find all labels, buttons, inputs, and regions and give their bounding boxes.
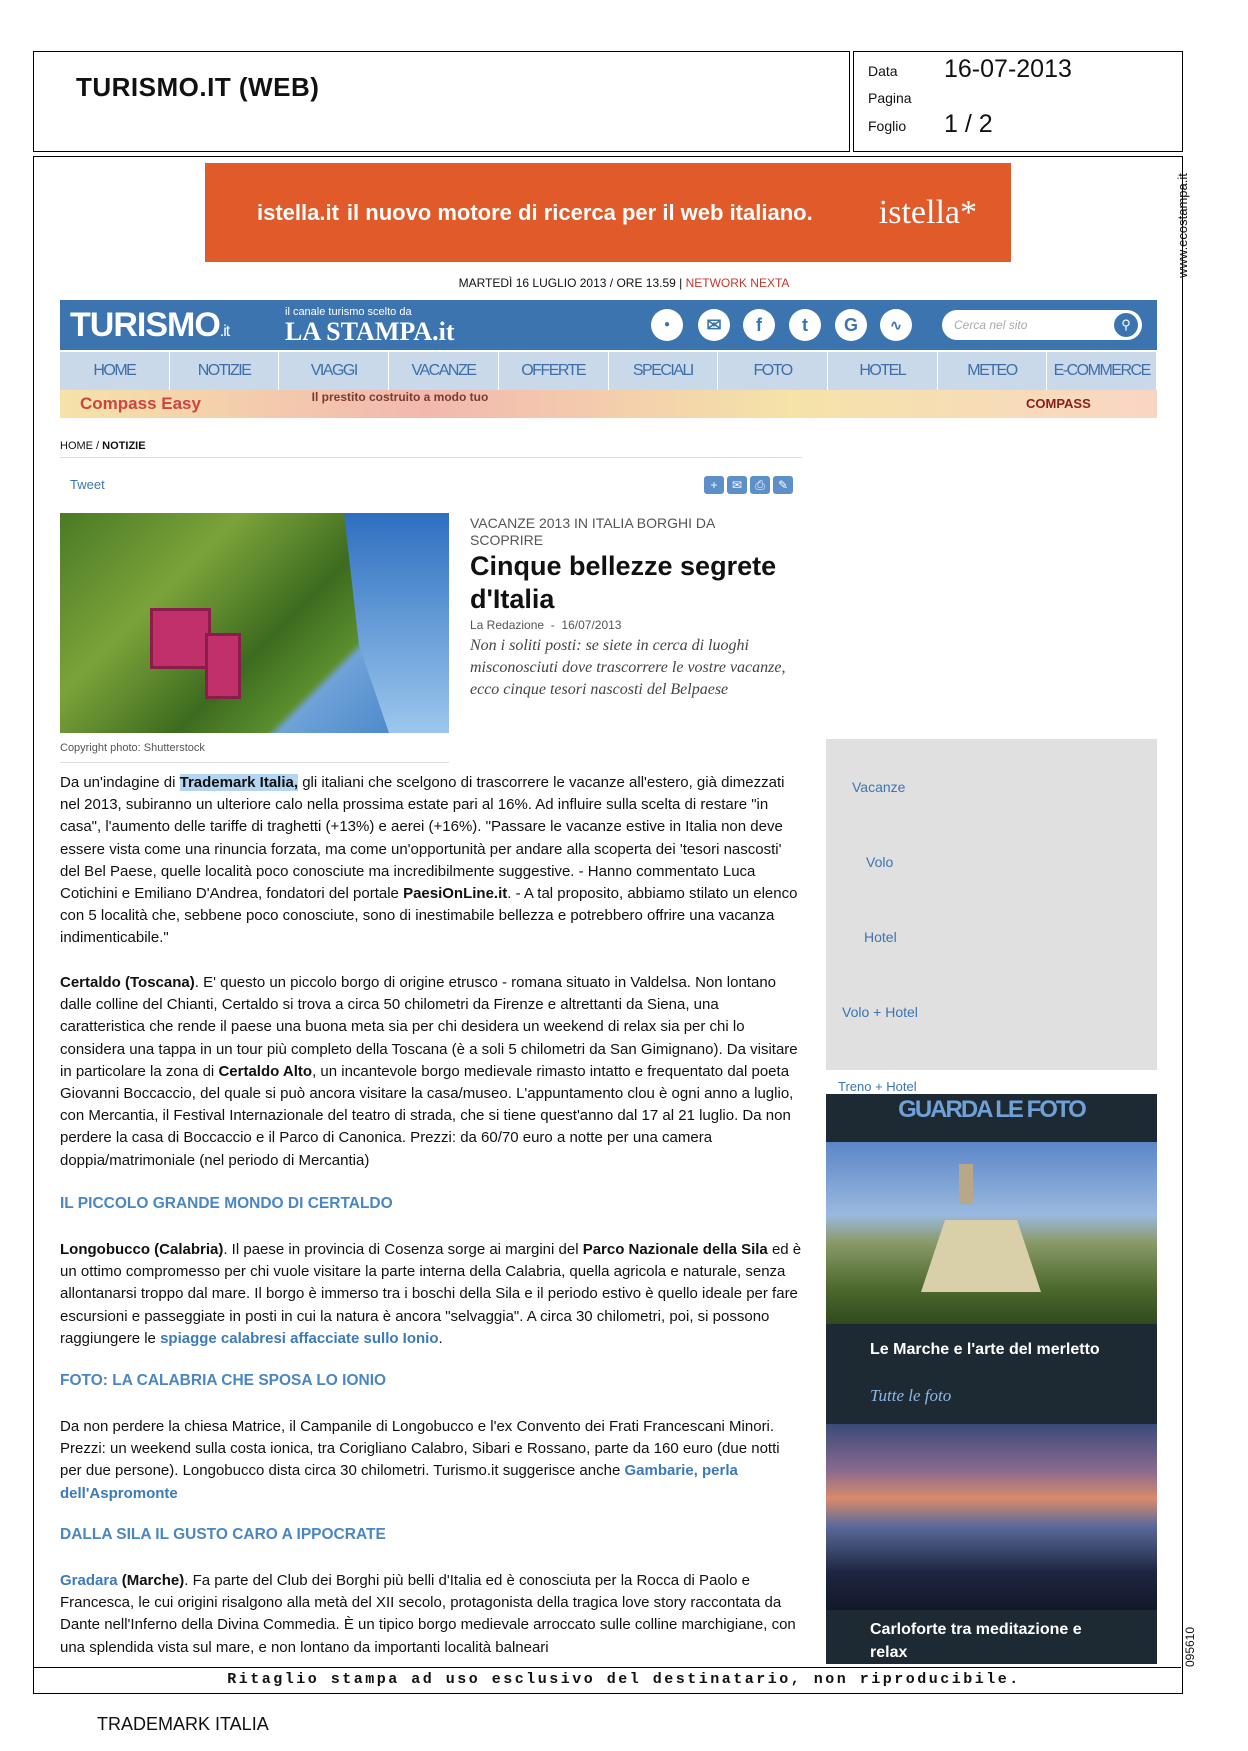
google-icon[interactable]: G: [835, 309, 867, 341]
gallery-caption-carloforte[interactable]: Carloforte tra meditazione e relax: [870, 1621, 1082, 1661]
divider: [60, 457, 802, 458]
facebook-icon[interactable]: f: [743, 309, 775, 341]
twitter-icon[interactable]: t: [789, 309, 821, 341]
paragraph-intro: Da un'indagine di Trademark Italia, gli italiani che scelgono di trascorrere le vacanze all'estero, già dimezzati nel 2013, subiranno un ulteriore calo nella prossima estate pari al 16%. Ad influire sulla scelta di restare "in casa", l'aumento delle tariffe di traghetti (+13%) e aerei (+16%). "Passare le vacanze estive in Italia non deve essere vista come una rinuncia forzata, ma come un'opportunità per andare alla scoperta dei 'tesori nascosti' del Bel Paese, quelle località poco conosciute ma incredibilmente suggestive. - Hanno commentato Luca Cotichini e Emiliano D'Andrea, fondatori del portale PaesiOnLine.it. - A tal proposito, abbiamo stilato un elenco con 5 località che, sebbene poco conosciute, sono di inestimabile bellezza e potrebbero offrire una vacanza indimenticabile.": [60, 774, 798, 947]
compass-promo-banner[interactable]: [60, 390, 1157, 418]
section-link-certaldo[interactable]: IL PICCOLO GRANDE MONDO DI CERTALDO: [60, 1195, 393, 1212]
sidebar-item-volo-hotel[interactable]: Volo + Hotel: [842, 1004, 918, 1020]
pagina-label: Pagina: [868, 90, 912, 106]
sidebar-item-volo[interactable]: Volo: [866, 854, 894, 870]
gallery-photo-carloforte[interactable]: [826, 1424, 1157, 1610]
nav-speciali[interactable]: SPECIALI: [609, 352, 719, 390]
gallery-heading: GUARDA LE FOTO: [898, 1096, 1085, 1123]
search-input[interactable]: Cerca nel sito ⚲: [942, 310, 1142, 340]
dateline: MARTEDÌ 16 LUGLIO 2013 / ORE 13.59 | NETWORK NEXTA: [458, 276, 790, 290]
nav-ecommerce[interactable]: E-COMMERCE: [1047, 352, 1157, 390]
publication-box: [33, 51, 850, 152]
promo-mid: Il prestito costruito a modo tuo: [311, 390, 489, 404]
nav-vacanze[interactable]: VACANZE: [389, 352, 499, 390]
article-lede: Non i soliti posti: se siete in cerca di luoghi misconosciuti dove trascorrere le vostre vacanze, ecco cinque tesori nascosti del Belpaese: [470, 637, 786, 698]
add-icon[interactable]: +: [704, 476, 724, 494]
trademark-highlight: Trademark Italia,: [179, 774, 299, 791]
all-photos-link[interactable]: Tutte le foto: [870, 1386, 952, 1405]
site-tagline: il canale turismo scelto da: [285, 306, 412, 318]
publication-title: TURISMO.IT (WEB): [76, 72, 320, 102]
booking-box: [826, 739, 1157, 1094]
section-link-sila[interactable]: DALLA SILA IL GUSTO CARO A IPPOCRATE: [60, 1526, 386, 1543]
paragraph-prices: Da non perdere la chiesa Matrice, il Campanile di Longobucco e l'ex Convento dei Frati Francescani Minori. Prezzi: un weekend sulla costa ionica, tra Corigliano Calabro, Sibari e Rossano, parte da 160 euro (due notti per due persone). Longobucco dista circa 30 chilometri. Turismo.it suggerisce anche Gambarie, perla dell'Aspromonte: [60, 1418, 780, 1502]
nav-home[interactable]: HOME: [60, 352, 170, 390]
turismo-logo[interactable]: TURISMO.it: [70, 306, 230, 344]
nav-notizie[interactable]: NOTIZIE: [170, 352, 280, 390]
foglio-value: 1 / 2: [944, 110, 993, 138]
foglio-label: Foglio: [868, 118, 907, 134]
data-label: Data: [868, 63, 898, 79]
edit-icon[interactable]: ✎: [773, 476, 793, 494]
paragraph-gradara: Gradara (Marche). Fa parte del Club dei Borghi più belli d'Italia ed è conosciuta per la Rocca di Paolo e Francesca, le cui origini risalgono alla metà del XII secolo, protagonista della tragica love story raccontata da Dante nell'Inferno della Divina Commedia. È un tipico borgo medievale arroccato sulle colline marchigiane, con una splendida vista sul mare, e non lontano da importanti località balneari: [60, 1572, 796, 1656]
nav-meteo[interactable]: METEO: [938, 352, 1048, 390]
email-icon[interactable]: ✉: [727, 476, 747, 494]
sidebar-item-hotel[interactable]: Hotel: [864, 929, 897, 945]
breadcrumb: HOME / NOTIZIE: [60, 440, 146, 452]
photo-credit: Copyright photo: Shutterstock: [60, 742, 205, 754]
promo-right: COMPASS: [1026, 396, 1091, 411]
tweet-button[interactable]: Tweet: [70, 477, 105, 492]
nav-hotel[interactable]: HOTEL: [828, 352, 938, 390]
article-tools: [704, 476, 793, 494]
side-code-label: 095610: [1183, 1626, 1198, 1668]
sidebar-item-vacanze[interactable]: Vacanze: [852, 779, 906, 795]
maps-icon[interactable]: ●: [651, 309, 683, 341]
main-nav: [60, 352, 1157, 390]
banner-brand: istella*: [878, 193, 977, 231]
client-name: TRADEMARK ITALIA: [97, 1714, 269, 1734]
breadcrumb-home[interactable]: HOME: [60, 440, 93, 452]
rss-icon[interactable]: ∿: [880, 309, 912, 341]
sidebar-item-treno-hotel[interactable]: Treno + Hotel: [838, 1079, 917, 1094]
gradara-link[interactable]: Gradara: [60, 1572, 118, 1589]
divider: [33, 1667, 1181, 1668]
banner-slogan: il nuovo motore di ricerca per il web italiano.: [346, 199, 813, 225]
article-kicker: VACANZE 2013 IN ITALIA BORGHI DA SCOPRIRE: [470, 515, 715, 548]
istella-banner[interactable]: [205, 163, 1011, 262]
divider: [60, 762, 449, 763]
promo-left: Compass Easy: [80, 394, 201, 413]
search-icon[interactable]: ⚲: [1114, 313, 1138, 337]
mail-icon[interactable]: ✉: [698, 309, 730, 341]
paragraph-certaldo: Certaldo (Toscana). E' questo un piccolo borgo di origine etrusco - romana situato in Valdelsa. Non lontano dalle colline del Chianti, Certaldo si trova a circa 50 chilometri da Firenze e altrettanti da Siena, una caratteristica che rende il paese una buona meta sia per chi desidera un weekend di relax sia per chi lo considera una tappa in un tour più completo della Toscana (è a soli 5 chilometri da San Gimignano). Da visitare in particolare la zona di Certaldo Alto, un incantevole borgo medievale rimasto intatto e frequentato dal poeta Giovanni Boccaccio, del quale si può ancora visitare la casa/museo. L'appuntamento clou è ogni anno a luglio, con Mercantia, il Festival Internazionale del teatro di strada, che si tiene quest'anno dal 17 al 21 luglio. Da non perdere la casa di Boccaccio e il Parco di Canonica. Prezzi: da 60/70 euro a notte per una camera doppia/matrimoniale (nel periodo di Mercantia): [60, 974, 798, 1169]
photo-gallery-panel: [826, 1094, 1157, 1664]
paragraph-longobucco: Longobucco (Calabria). Il paese in provincia di Cosenza sorge ai margini del Parco Nazionale della Sila ed è un ottimo compromesso per chi vuole visitare la parte interna della Calabria, quella agricola e naturale, senza allontanarsi troppo dal mare. Il borgo è immerso tra i boschi della Sila e il periodo estivo è quello ideale per fare escursioni e passeggiate in posti in cui la natura è ancora "selvaggia". A circa 30 chilometri, poi, si possono raggiungere le spiagge calabresi affacciate sullo Ionio.: [60, 1241, 802, 1347]
print-icon[interactable]: ⎙: [750, 476, 770, 494]
article-title: Cinque bellezze segrete d'Italia: [470, 551, 777, 614]
gallery-photo-marche[interactable]: [826, 1142, 1157, 1324]
network-link[interactable]: NETWORK NEXTA: [685, 276, 790, 290]
nav-viaggi[interactable]: VIAGGI: [279, 352, 389, 390]
nav-offerte[interactable]: OFFERTE: [499, 352, 609, 390]
ionio-link[interactable]: spiagge calabresi affacciate sullo Ionio: [160, 1329, 439, 1347]
gallery-caption-marche[interactable]: Le Marche e l'arte del merletto: [870, 1341, 1100, 1358]
breadcrumb-current: NOTIZIE: [102, 440, 146, 452]
side-site-label: www.ecostampa.it: [1174, 173, 1190, 278]
lastampa-logo[interactable]: LA STAMPA.it: [285, 317, 455, 346]
gambarie-link[interactable]: Gambarie, perla dell'Aspromonte: [60, 1462, 738, 1502]
meta-box: [853, 51, 1183, 152]
reproduction-notice: Ritaglio stampa ad uso esclusivo del destinatario, non riproducibile.: [227, 1671, 1021, 1688]
article-byline: La Redazione - 16/07/2013: [470, 618, 622, 632]
nav-foto[interactable]: FOTO: [718, 352, 828, 390]
article-photo: [60, 513, 449, 733]
data-value: 16-07-2013: [944, 55, 1072, 83]
site-header: [60, 300, 1157, 350]
banner-domain: istella.it: [257, 199, 339, 225]
section-link-calabria[interactable]: FOTO: LA CALABRIA CHE SPOSA LO IONIO: [60, 1372, 387, 1389]
